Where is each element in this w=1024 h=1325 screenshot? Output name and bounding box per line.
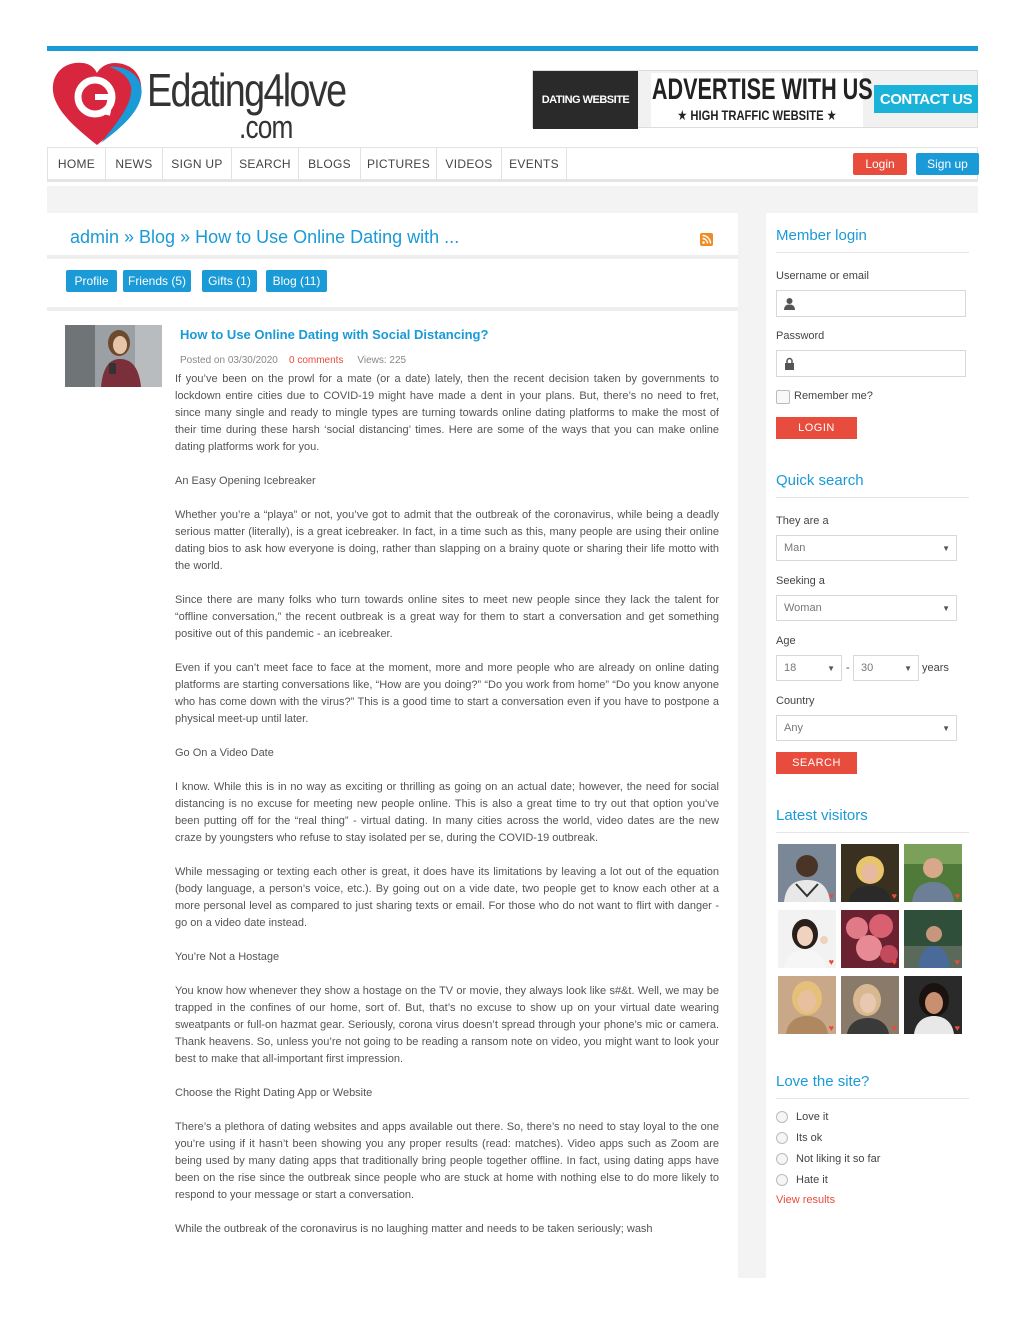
- login-submit-button[interactable]: LOGIN: [776, 417, 857, 439]
- post-subheading: You’re Not a Hostage: [175, 951, 280, 963]
- chevron-down-icon: ▼: [942, 544, 950, 553]
- post-paragraph: Since there are many folks who turn towards online sites to meet new people since they lack the talent for “offline conversation,” the recent outbreak is a great way for them to start a conversation and get something positive out of this pandemic - an icebreaker.: [175, 594, 719, 640]
- latest-visitors-title: Latest visitors: [776, 807, 868, 824]
- heart-icon: ♥: [954, 891, 960, 901]
- poll-option-label[interactable]: Its ok: [796, 1132, 823, 1144]
- visitor-avatar[interactable]: [904, 910, 962, 968]
- they-are-value: Man: [784, 542, 806, 554]
- visitor-avatar[interactable]: [778, 910, 836, 968]
- remember-me-checkbox[interactable]: [776, 390, 790, 404]
- tab-friends[interactable]: Friends (5): [123, 270, 191, 292]
- password-label: Password: [776, 330, 825, 342]
- age-to-value: 30: [861, 662, 874, 674]
- contact-us-button[interactable]: CONTACT US: [874, 85, 978, 113]
- remember-me-label[interactable]: Remember me?: [794, 390, 873, 402]
- nav-search[interactable]: SEARCH: [232, 148, 299, 180]
- ad-main-panel: [651, 73, 873, 127]
- post-paragraph: While the outbreak of the coronavirus is no laughing matter and needs to be taken seriously; wash: [175, 1223, 653, 1235]
- section-divider: [776, 832, 969, 833]
- age-from-select[interactable]: [776, 655, 842, 681]
- country-select[interactable]: [776, 715, 957, 741]
- seeking-value: Woman: [784, 602, 822, 614]
- main-content: [47, 213, 738, 1278]
- main-nav: [47, 147, 978, 182]
- breadcrumb-bar: [47, 213, 738, 259]
- heart-icon: ♥: [954, 1023, 960, 1033]
- chevron-down-icon: ▼: [942, 724, 950, 733]
- post-date: Posted on 03/30/2020: [180, 355, 278, 366]
- chevron-down-icon: ▼: [827, 664, 835, 673]
- nav-videos[interactable]: VIDEOS: [437, 148, 502, 180]
- visitor-avatar[interactable]: [778, 976, 836, 1034]
- chevron-down-icon: ▼: [942, 604, 950, 613]
- ad-subline: ★ HIGH TRAFFIC WEBSITE ★: [677, 107, 837, 123]
- visitor-avatar[interactable]: [841, 976, 899, 1034]
- heart-icon: ♥: [828, 1023, 834, 1033]
- password-input[interactable]: [776, 350, 966, 377]
- country-label: Country: [776, 695, 815, 707]
- post-comments-link[interactable]: 0 comments: [289, 355, 344, 366]
- seeking-label: Seeking a: [776, 575, 825, 587]
- heart-icon: ♥: [891, 891, 897, 901]
- search-submit-button[interactable]: SEARCH: [776, 752, 857, 774]
- visitor-avatar[interactable]: [904, 976, 962, 1034]
- quick-search-title: Quick search: [776, 472, 864, 489]
- post-subheading: Choose the Right Dating App or Website: [175, 1087, 373, 1099]
- visitor-avatar[interactable]: [841, 844, 899, 902]
- tabs-divider: [47, 307, 738, 311]
- username-input[interactable]: [776, 290, 966, 317]
- post-thumbnail[interactable]: [65, 325, 162, 387]
- poll-option-label[interactable]: Not liking it so far: [796, 1153, 881, 1165]
- heart-icon: ♥: [828, 957, 834, 967]
- sidebar: [766, 213, 978, 1278]
- member-login-title: Member login: [776, 227, 867, 244]
- tab-profile[interactable]: Profile: [66, 270, 117, 292]
- heart-icon: ♥: [891, 1023, 897, 1033]
- section-divider: [776, 497, 969, 498]
- post-subheading: An Easy Opening Icebreaker: [175, 475, 316, 487]
- post-paragraph: Even if you can’t meet face to face at the moment, more and more people who are already on online dating platforms are starting conversations like, “How are you doing?” “Do you work from home” “Do you know anyone who has come down with the virus?” This is a good time to start a conversation even if you have to postpone a physical meet-up until later.: [175, 662, 719, 725]
- nav-events[interactable]: EVENTS: [502, 148, 567, 180]
- view-results-link[interactable]: View results: [776, 1194, 836, 1206]
- site-logo[interactable]: [49, 59, 346, 147]
- tab-gifts[interactable]: Gifts (1): [202, 270, 257, 292]
- logo-wordmark: Edating4love: [147, 64, 346, 116]
- seeking-select[interactable]: [776, 595, 957, 621]
- username-label: Username or email: [776, 270, 869, 282]
- post-body: [175, 371, 719, 1255]
- post-views: Views: 225: [357, 355, 407, 366]
- age-from-value: 18: [784, 662, 797, 674]
- nav-pictures[interactable]: PICTURES: [361, 148, 437, 180]
- poll-option-radio[interactable]: [776, 1111, 788, 1123]
- ad-headline: ADVERTISE WITH US: [651, 73, 873, 106]
- age-to-select[interactable]: [853, 655, 919, 681]
- poll-option-label[interactable]: Hate it: [796, 1174, 828, 1186]
- ad-dating-label: DATING WEBSITE: [533, 71, 638, 129]
- section-divider: [776, 252, 969, 253]
- heart-icon: ♥: [954, 957, 960, 967]
- section-divider: [776, 1098, 969, 1099]
- site-header: [47, 51, 978, 147]
- logo-domain: .com: [239, 109, 293, 145]
- post-meta: [180, 355, 406, 366]
- nav-blogs[interactable]: BLOGS: [299, 148, 361, 180]
- post-paragraph: There’s a plethora of dating websites and apps available out there. So, there’s no need to stay loyal to the one you’re using if it hasn’t been showing you any proper results (read: matches). Video apps such as Zoom are being used by many dating apps that traditionally bring people together offline. In fact, using dating apps have been on the rise since the outbreak since people who are stuck at home with nothing else to do more likely to respond to your message or start a conversation.: [175, 1121, 719, 1201]
- post-paragraph: Whether you’re a “playa” or not, you’ve got to admit that the outbreak of the coronavirus, while being a deadly serious matter (literally), is a great icebreaker. In fact, in a time such as this, many people are using their online dating bios to ask how everyone is doing, rather than slapping on a brainy quote or sharing their life motto with the world.: [175, 509, 719, 572]
- nav-sign-up[interactable]: SIGN UP: [163, 148, 232, 180]
- advertise-banner[interactable]: [532, 70, 978, 128]
- country-value: Any: [784, 722, 803, 734]
- post-title[interactable]: How to Use Online Dating with Social Distancing?: [180, 327, 489, 342]
- post-subheading: Go On a Video Date: [175, 747, 274, 759]
- age-separator: -: [846, 662, 850, 674]
- login-button[interactable]: Login: [853, 153, 907, 175]
- breadcrumb[interactable]: admin » Blog » How to Use Online Dating with ...: [70, 227, 460, 247]
- heart-icon: ♥: [891, 957, 897, 967]
- post-paragraph: While messaging or texting each other is great, it does have its limitations by leaving a lot out of the equation (body language, a person’s voice, etc.). By going out on a vide date, two people get to know each other at a more personal level as compared to just sharing texts or email. For those who do not want to flirt with danger - go on a video date instead.: [175, 866, 719, 929]
- they-are-label: They are a: [776, 515, 829, 527]
- they-are-select[interactable]: [776, 535, 957, 561]
- poll-option-radio[interactable]: [776, 1132, 788, 1144]
- post-paragraph: You know how whenever they show a hostage on the TV or movie, they always look like s#&t. Well, we may be trapped in the confines of our home, sort of. But, that’s no excuse to show up on your virtual date wearing sweatpants or full-on hazmat gear. Seriously, corona virus doesn’t spread through your phone’s mic or camera. Thank heavens. So, unless you’re not going to be reading a ransom note on video, you might want to look your best to make that all-important first impression.: [175, 985, 719, 1065]
- age-unit: years: [922, 662, 949, 674]
- nav-home[interactable]: HOME: [48, 148, 106, 180]
- post-paragraph: If you’ve been on the prowl for a mate (or a date) lately, then the recent decision taken by governments to lockdown entire cities due to COVID-19 might have made a dent in your plans. But, there’s no need to fret, since many single and ready to mingle types are turning towards online dating platforms to make the most of their time during these harsh ‘social distancing’ times. Here are some of the ways that you can make online dating platforms work for you.: [175, 373, 719, 453]
- heart-icon: ♥: [828, 891, 834, 901]
- visitor-avatar[interactable]: [841, 910, 899, 968]
- heart-logo-icon: [49, 59, 145, 147]
- poll-option-label[interactable]: Love it: [796, 1111, 829, 1123]
- visitor-avatar[interactable]: [778, 844, 836, 902]
- signup-button[interactable]: Sign up: [916, 153, 979, 175]
- poll-title: Love the site?: [776, 1073, 870, 1090]
- post-paragraph: I know. While this is in no way as exciting or thrilling as going on an actual date; however, the need for social distancing is no excuse for meeting new people online. This is also a great time to try out that option you’ve been putting off for the “real thing” - virtual dating. In many cities across the world, video dates are the new craze by youngsters who refuse to stay isolated per se, during the COVID-19 outbreak.: [175, 781, 719, 844]
- chevron-down-icon: ▼: [904, 664, 912, 673]
- poll-option-radio[interactable]: [776, 1174, 788, 1186]
- user-icon: [783, 297, 796, 310]
- visitor-avatar[interactable]: [904, 844, 962, 902]
- rss-icon[interactable]: [700, 233, 713, 246]
- age-label: Age: [776, 635, 796, 647]
- nav-news[interactable]: NEWS: [106, 148, 163, 180]
- poll-option-radio[interactable]: [776, 1153, 788, 1165]
- tab-blog[interactable]: Blog (11): [266, 270, 327, 292]
- lock-icon: [783, 357, 796, 370]
